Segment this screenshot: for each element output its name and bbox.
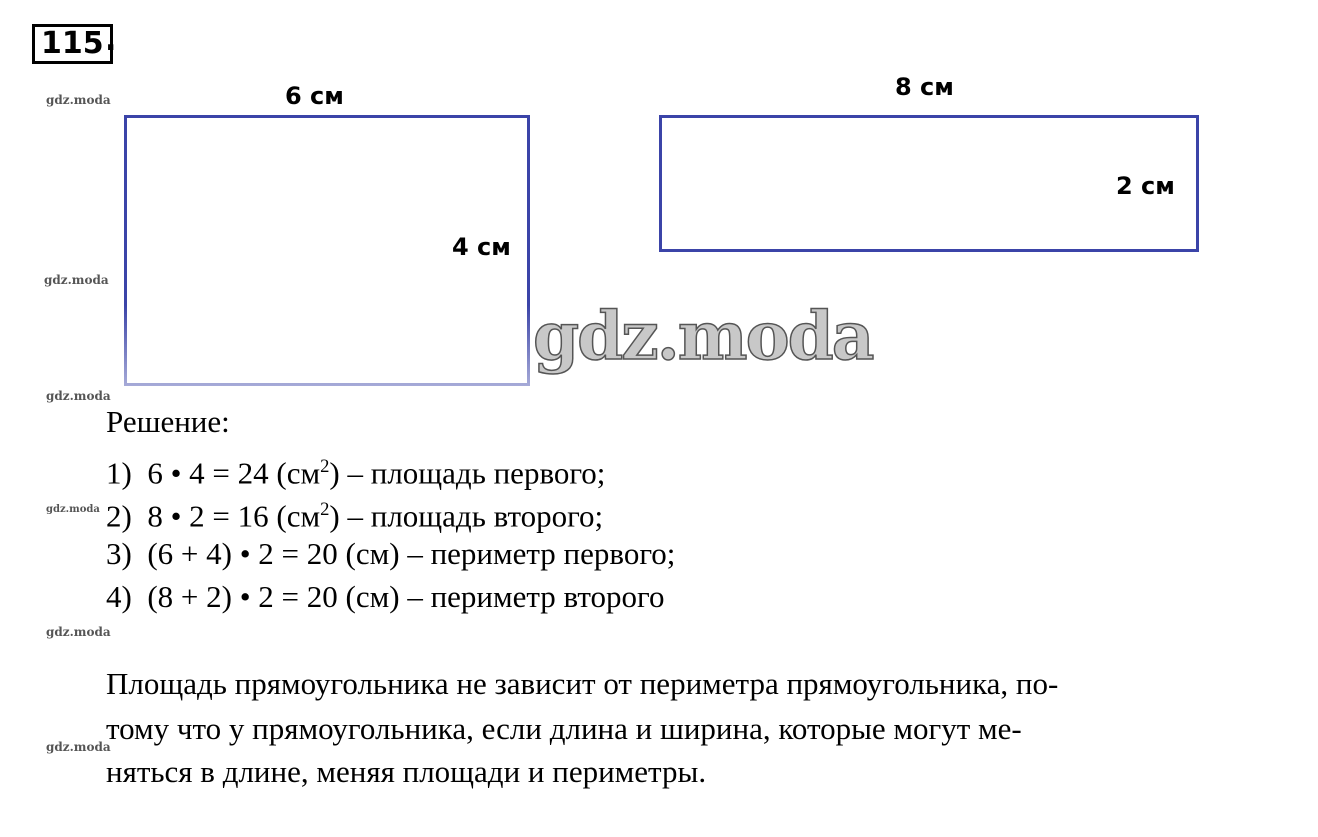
- solution-heading: Решение:: [106, 404, 230, 439]
- step-superscript: 2: [320, 456, 330, 477]
- watermark-large: gdz.moda: [533, 297, 873, 375]
- solution-step-3: [106, 536, 675, 572]
- step-rest: ) – площадь второго;: [329, 498, 604, 534]
- solution-step-1: [106, 449, 605, 491]
- step-expression: (6 + 4) • 2 = 20 (см) – периметр первого;: [147, 536, 676, 571]
- step-expression: 8 • 2 = 16 (см: [147, 498, 321, 534]
- watermark-small: gdz.moda: [46, 740, 111, 754]
- step-number: 4): [106, 579, 132, 614]
- solution-step-4: [106, 579, 665, 615]
- rectangle-1-fade: [124, 305, 530, 386]
- rect1-height-label: 4 см: [452, 233, 511, 261]
- conclusion-line-3: няться в длине, меняя площади и периметры.: [106, 754, 707, 789]
- conclusion-line-2: тому что у прямоугольника, если длина и ширина, которые могут ме-: [106, 711, 1022, 746]
- step-number: 2): [106, 498, 132, 534]
- step-number: 1): [106, 455, 132, 491]
- rect2-width-label: 8 см: [895, 73, 954, 101]
- watermark-small: gdz.moda: [46, 93, 111, 107]
- solution-step-2: [106, 492, 603, 534]
- watermark-small: gdz.moda: [44, 273, 109, 287]
- step-superscript: 2: [320, 499, 330, 520]
- rect1-width-label: 6 см: [285, 82, 344, 110]
- problem-number: 115: [32, 24, 113, 64]
- step-expression: (8 + 2) • 2 = 20 (см) – периметр второго: [147, 579, 665, 614]
- watermark-small: gdz.moda: [46, 504, 100, 515]
- step-expression: 6 • 4 = 24 (см: [147, 455, 321, 491]
- rect2-height-label: 2 см: [1116, 172, 1175, 200]
- conclusion-line-1: Площадь прямоугольника не зависит от периметра прямоугольника, по-: [106, 666, 1059, 701]
- problem-number-dot: .: [105, 23, 117, 58]
- step-number: 3): [106, 536, 132, 571]
- watermark-small: gdz.moda: [46, 389, 111, 403]
- watermark-small: gdz.moda: [46, 625, 111, 639]
- step-rest: ) – площадь первого;: [329, 455, 606, 491]
